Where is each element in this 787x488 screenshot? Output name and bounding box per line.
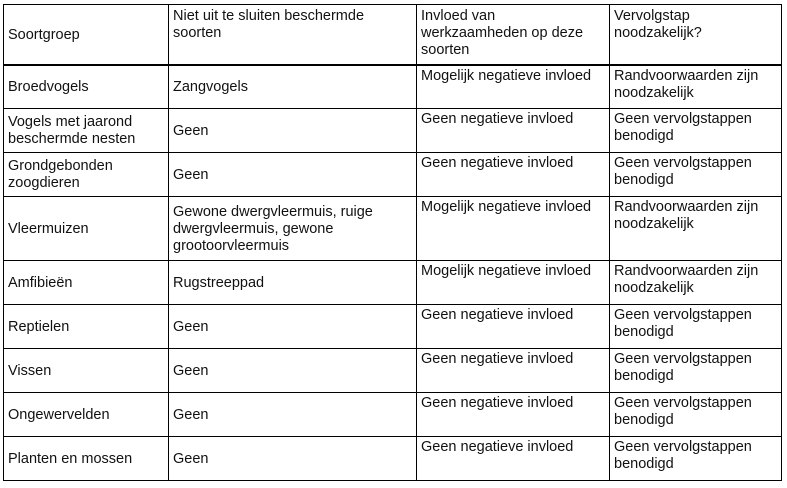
cell-vervolgstap: Geen vervolgstappen benodigd [610, 305, 782, 349]
cell-vervolgstap: Randvoorwaarden zijn noodzakelijk [610, 197, 782, 261]
cell-invloed: Geen negatieve invloed [417, 109, 610, 153]
table-row [4, 349, 782, 393]
cell-soorten: Geen [169, 305, 417, 349]
table-row [4, 65, 782, 109]
cell-soortgroep: Amfibieën [4, 261, 169, 305]
table-header-row [4, 5, 782, 65]
cell-soorten: Geen [169, 153, 417, 197]
cell-invloed: Geen negatieve invloed [417, 437, 610, 481]
cell-vervolgstap: Randvoorwaarden zijn noodzakelijk [610, 261, 782, 305]
cell-soortgroep: Broedvogels [4, 65, 169, 109]
header-soortgroep: Soortgroep [4, 5, 169, 65]
table-row [4, 109, 782, 153]
cell-vervolgstap: Geen vervolgstappen benodigd [610, 393, 782, 437]
cell-invloed: Mogelijk negatieve invloed [417, 261, 610, 305]
cell-invloed: Mogelijk negatieve invloed [417, 197, 610, 261]
cell-invloed: Mogelijk negatieve invloed [417, 65, 610, 109]
cell-invloed: Geen negatieve invloed [417, 153, 610, 197]
table-row [4, 393, 782, 437]
cell-vervolgstap: Geen vervolgstappen benodigd [610, 109, 782, 153]
cell-vervolgstap: Randvoorwaarden zijn noodzakelijk [610, 65, 782, 109]
table-row [4, 437, 782, 481]
cell-soortgroep: Planten en mossen [4, 437, 169, 481]
header-vervolgstap: Vervolgstap noodzakelijk? [610, 5, 782, 65]
cell-soortgroep: Vleermuizen [4, 197, 169, 261]
cell-soortgroep: Vissen [4, 349, 169, 393]
cell-soortgroep: Reptielen [4, 305, 169, 349]
cell-soortgroep: Ongewervelden [4, 393, 169, 437]
cell-invloed: Geen negatieve invloed [417, 393, 610, 437]
header-beschermde-soorten: Niet uit te sluiten beschermde soorten [169, 5, 417, 65]
cell-soorten: Rugstreeppad [169, 261, 417, 305]
cell-soorten: Geen [169, 437, 417, 481]
cell-vervolgstap: Geen vervolgstappen benodigd [610, 437, 782, 481]
cell-soorten: Geen [169, 109, 417, 153]
cell-soortgroep: Vogels met jaarond beschermde nesten [4, 109, 169, 153]
species-table-container [3, 4, 782, 481]
table-row [4, 197, 782, 261]
species-table [3, 4, 782, 481]
header-invloed: Invloed van werkzaamheden op deze soorten [417, 5, 610, 65]
cell-soortgroep: Grondgebonden zoogdieren [4, 153, 169, 197]
cell-soorten: Geen [169, 349, 417, 393]
cell-soorten: Zangvogels [169, 65, 417, 109]
cell-soorten: Geen [169, 393, 417, 437]
table-row [4, 305, 782, 349]
cell-vervolgstap: Geen vervolgstappen benodigd [610, 153, 782, 197]
cell-soorten: Gewone dwergvleermuis, ruige dwergvleermuis, gewone grootoorvleermuis [169, 197, 417, 261]
table-row [4, 261, 782, 305]
cell-vervolgstap: Geen vervolgstappen benodigd [610, 349, 782, 393]
cell-invloed: Geen negatieve invloed [417, 349, 610, 393]
cell-invloed: Geen negatieve invloed [417, 305, 610, 349]
table-row [4, 153, 782, 197]
